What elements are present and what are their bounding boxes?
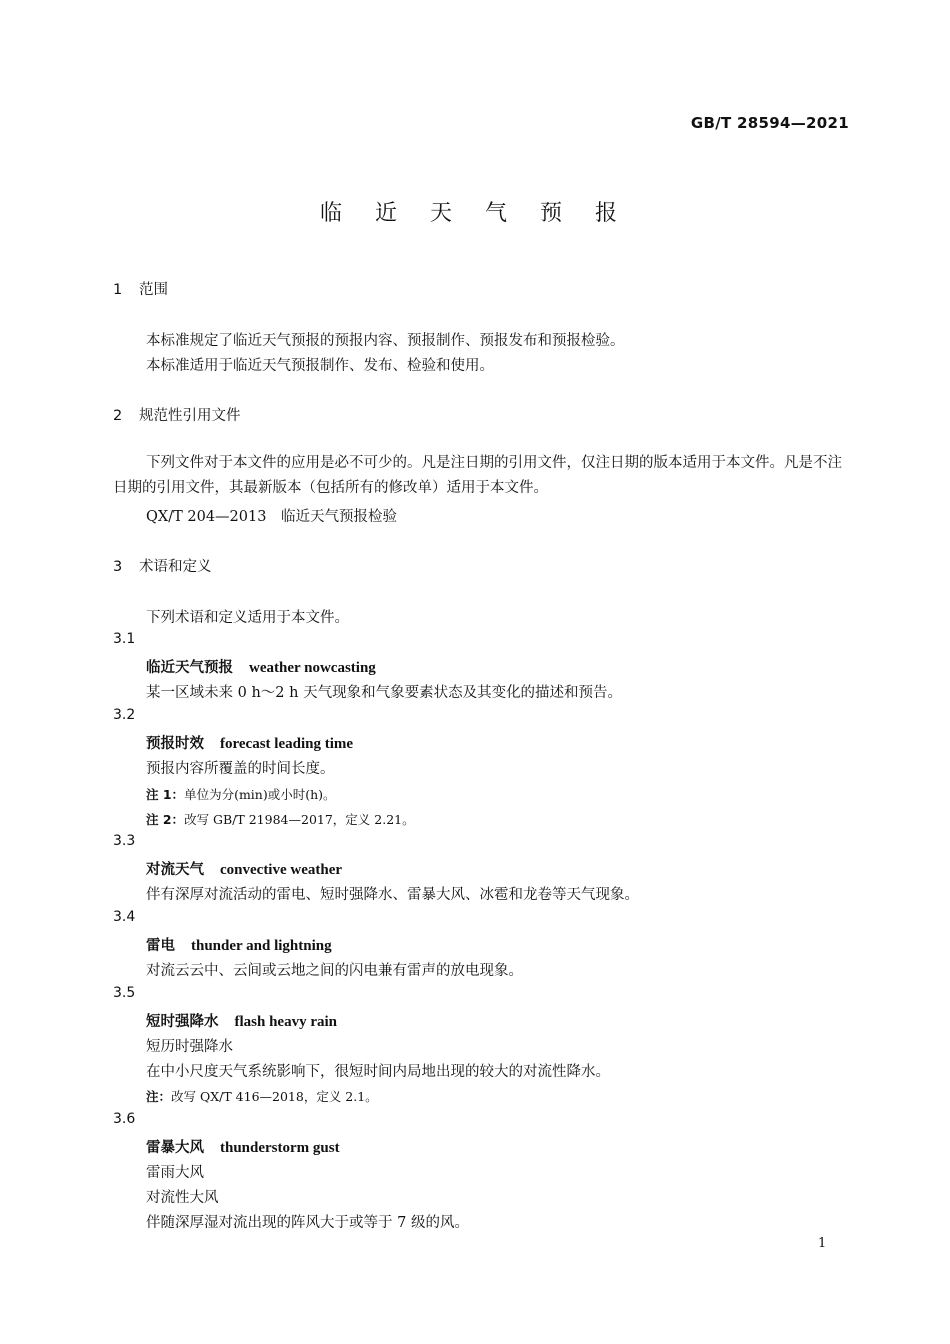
paragraph: 本标准适用于临近天气预报制作、发布、检验和使用。: [146, 358, 494, 374]
term-synonym: 雷雨大风: [146, 1165, 204, 1181]
section-title: 术语和定义: [139, 559, 212, 575]
term-number: 3.5: [113, 985, 136, 1001]
section-title: 范围: [139, 282, 168, 298]
term-number: 3.2: [113, 707, 136, 723]
term-definition: 预报内容所覆盖的时间长度。: [146, 761, 335, 777]
term-heading: [146, 858, 342, 879]
note: [146, 810, 415, 828]
note-text: 单位为分(min)或小时(h)。: [184, 787, 336, 802]
term-synonym: 短历时强降水: [146, 1039, 233, 1055]
section-number: 1: [113, 282, 123, 298]
paragraph: 本标准规定了临近天气预报的预报内容、预报制作、预报发布和预报检验。: [146, 333, 625, 349]
note-text: 改写 GB/T 21984—2017，定义 2.21。: [184, 812, 415, 827]
section-heading-normative: [113, 404, 241, 425]
paragraph: 下列术语和定义适用于本文件。: [146, 610, 349, 626]
term-number: 3.3: [113, 833, 136, 849]
term-zh: 预报时效: [146, 736, 204, 752]
term-definition: 伴有深厚对流活动的雷电、短时强降水、雷暴大风、冰雹和龙卷等天气现象。: [146, 887, 639, 903]
section-number: 2: [113, 408, 123, 424]
standard-code: GB/T 28594—2021: [690, 114, 849, 132]
term-number: 3.6: [113, 1111, 136, 1127]
normative-reference: QX/T 204—2013 临近天气预报检验: [146, 509, 397, 525]
term-zh: 对流天气: [146, 862, 204, 878]
note-label: 注：: [146, 1089, 172, 1104]
note-label: 注 1：: [146, 787, 185, 802]
term-heading: [146, 1136, 340, 1157]
note: [146, 1087, 378, 1105]
term-zh: 临近天气预报: [146, 660, 233, 676]
term-definition: 在中小尺度天气系统影响下，很短时间内局地出现的较大的对流性降水。: [146, 1064, 610, 1080]
page-number: 1: [818, 1236, 827, 1251]
term-en: convective weather: [220, 862, 343, 878]
section-heading-terms: [113, 555, 212, 576]
term-en: forecast leading time: [220, 736, 354, 752]
term-zh: 雷暴大风: [146, 1140, 204, 1156]
section-number: 3: [113, 559, 123, 575]
term-zh: 短时强降水: [146, 1014, 219, 1030]
note-text: 改写 QX/T 416—2018，定义 2.1。: [171, 1089, 378, 1104]
term-heading: [146, 934, 332, 955]
term-definition: 某一区域未来 0 h～2 h 天气现象和气象要素状态及其变化的描述和预告。: [146, 685, 623, 701]
term-definition: 对流云云中、云间或云地之间的闪电兼有雷声的放电现象。: [146, 963, 523, 979]
term-en: thunder and lightning: [191, 938, 332, 954]
term-en: thunderstorm gust: [220, 1140, 340, 1156]
term-number: 3.4: [113, 909, 136, 925]
term-en: flash heavy rain: [234, 1014, 338, 1030]
term-heading: [146, 656, 376, 677]
document-title: 临 近 天 气 预 报: [320, 201, 630, 226]
paragraph: 下列文件对于本文件的应用是必不可少的。凡是注日期的引用文件，仅注日期的版本适用于本文件。凡是不注日期的引用文件，其最新版本（包括所有的修改单）适用于本文件。: [113, 455, 842, 496]
term-heading: [146, 1010, 337, 1031]
term-zh: 雷电: [146, 938, 175, 954]
term-number: 3.1: [113, 631, 136, 647]
note-label: 注 2：: [146, 812, 185, 827]
term-heading: [146, 732, 353, 753]
term-en: weather nowcasting: [249, 660, 376, 676]
term-synonym: 对流性大风: [146, 1190, 219, 1206]
section-heading-scope: [113, 278, 168, 299]
section-title: 规范性引用文件: [139, 408, 241, 424]
term-definition: 伴随深厚湿对流出现的阵风大于或等于 7 级的风。: [146, 1215, 469, 1231]
note: [146, 785, 336, 803]
